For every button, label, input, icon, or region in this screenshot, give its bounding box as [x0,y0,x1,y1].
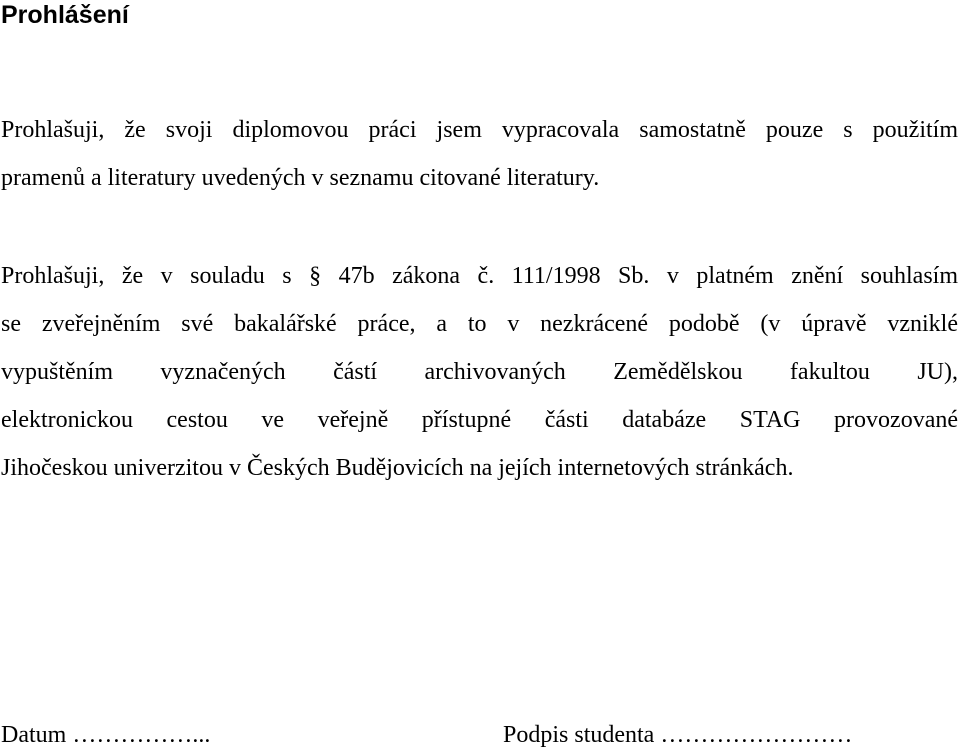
page-title: Prohlášení [1,1,129,29]
paragraph-line: Prohlašuji, že v souladu s § 47b zákona č. 111/1998 Sb. v platném znění souhlasím [1,263,958,289]
paragraph-line: pramenů a literatury uvedených v seznamu citované literatury. [1,165,600,191]
paragraph-line: vypuštěním vyznačených částí archivovaných Zemědělskou fakultou JU), [1,359,958,385]
declaration-paragraph-1 [1,106,958,202]
declaration-paragraph-2 [1,252,958,492]
date-field: Datum ……………... [1,722,211,748]
paragraph-line: Prohlašuji, že svoji diplomovou práci jsem vypracovala samostatně pouze s použitím [1,117,958,143]
student-signature-field: Podpis studenta …………………… [503,722,853,748]
paragraph-line: elektronickou cestou ve veřejně přístupné části databáze STAG provozované [1,407,958,433]
paragraph-line: se zveřejněním své bakalářské práce, a to v nezkrácené podobě (v úpravě vzniklé [1,311,958,337]
paragraph-line: Jihočeskou univerzitou v Českých Budějovicích na jejích internetových stránkách. [1,455,794,481]
